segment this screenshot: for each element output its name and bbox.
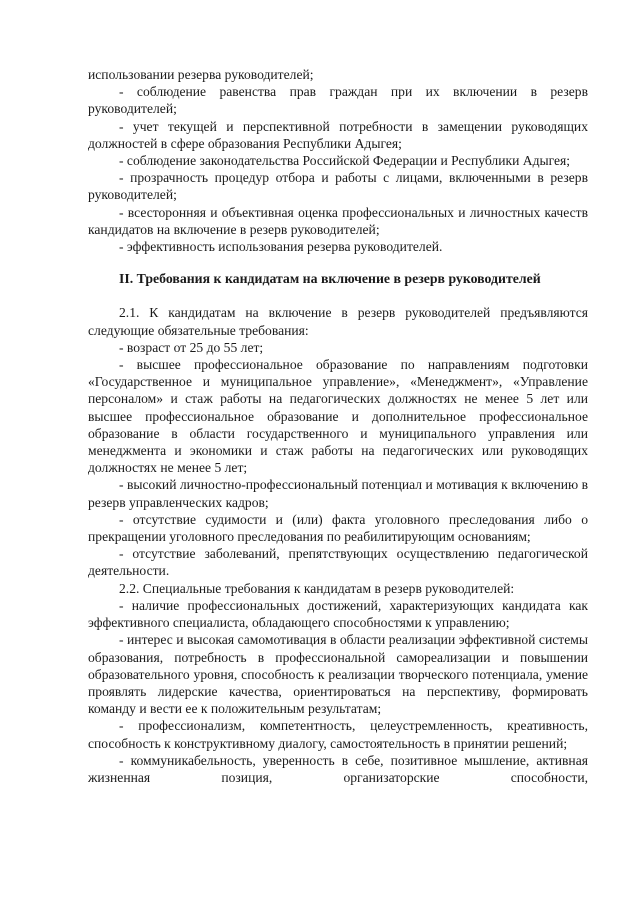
paragraph: - отсутствие судимости и (или) факта уголовного преследования либо о прекращении уголовного преследования по реабилитирующим основаниям; (88, 511, 588, 545)
paragraph: - возраст от 25 до 55 лет; (119, 339, 264, 355)
section-2-heading: II. Требования к кандидатам на включение в резерв руководителей (119, 271, 541, 287)
paragraph: - эффективность использования резерва руководителей. (119, 239, 443, 255)
paragraph: - всесторонняя и объективная оценка профессиональных и личностных качеств кандидатов на включение в резерв руководителей; (88, 204, 588, 237)
paragraph: - прозрачность процедур отбора и работы с лицами, включенными в резерв руководителей; (88, 170, 588, 203)
paragraph: использовании резерва руководителей; (88, 67, 314, 82)
paragraph: 2.2. Специальные требования к кандидатам в резерв руководителей: (119, 580, 515, 596)
section-1-tail (88, 66, 588, 255)
document-page (88, 66, 588, 786)
paragraph: - высшее профессиональное образование по направлениям подготовки «Государственное и муниципальное управление», «Менеджмент», «Управление персоналом» и стаж работы на педагогических должностях не менее 5 лет или высшее профессиональное образование и дополнительное профессиональное образование в области государственного и муниципального управления или менеджмента и экономики и стаж работы на педагогических или руководящих должностях не менее 5 лет; (88, 357, 588, 476)
paragraph: - отсутствие заболеваний, препятствующих осуществлению педагогической деятельности. (88, 546, 588, 579)
paragraph: - коммуникабельность, уверенность в себе, позитивное мышление, активная жизненная позиция, организаторские способности, (88, 752, 588, 785)
paragraph: - высокий личностно-профессиональный потенциал и мотивация к включению в резерв управленческих кадров; (88, 477, 588, 510)
paragraph: 2.1. К кандидатам на включение в резерв руководителей предъявляются следующие обязательные требования: (88, 305, 588, 338)
paragraph: - профессионализм, компетентность, целеустремленность, креативность, способность к конструктивному диалогу, самостоятельность в принятии решений; (88, 718, 588, 751)
paragraph: - наличие профессиональных достижений, характеризующих кандидата как эффективного специалиста, обладающего способностями к управлению; (88, 597, 588, 631)
paragraph: - соблюдение законодательства Российской Федерации и Республики Адыгея; (119, 153, 571, 169)
paragraph: - соблюдение равенства прав граждан при их включении в резерв руководителей; (88, 84, 588, 117)
paragraph: - интерес и высокая самомотивация в области реализации эффективной системы образования, потребность в профессиональной самореализации и повышении образовательного уровня, способность к реализации творческого потенциала, умение проявлять лидерские качества, ориентироваться на перспективу, формировать команду и вести ее к положительным результатам; (88, 632, 588, 717)
section-2-body (88, 304, 588, 786)
paragraph: - учет текущей и перспективной потребности в замещении руководящих должностей в сфере образования Республики Адыгея; (88, 118, 588, 151)
